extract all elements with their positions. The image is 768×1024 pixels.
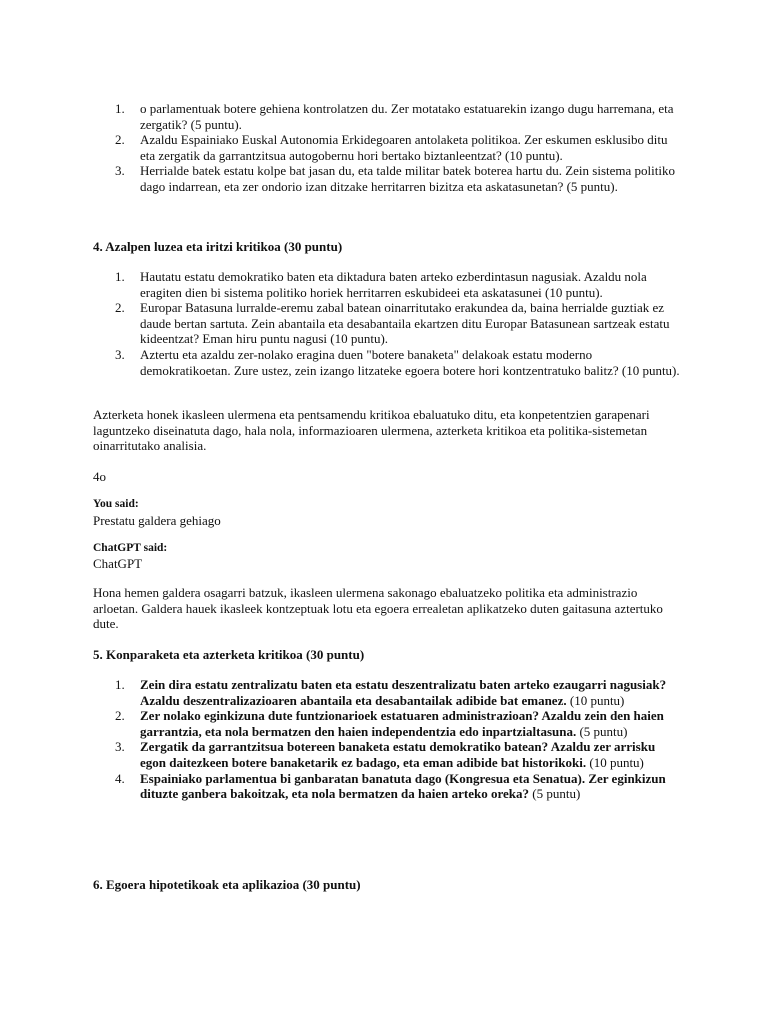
list-item: 2. Europar Batasuna lurralde-eremu zabal batean oinarritutako erakundea da, baina herrialde guztiak ez daude bertan sartuta. Zein abantaila eta desabantaila ekartzen ditu Europar Batasunean sartzeak estatu kideentzat? Eman hiru puntu nagusi (10 puntu). <box>115 300 670 347</box>
question-list-4 <box>93 269 683 378</box>
question-list-5 <box>93 677 683 802</box>
model-tag: 4o <box>93 469 106 484</box>
user-message: Prestatu galdera gehiago <box>93 513 221 528</box>
section-6-heading: 6. Egoera hipotetikoak eta aplikazioa (30 puntu) <box>93 877 361 892</box>
list-item: 2. Zer nolako eginkizuna dute funtzionarioek estatuaren administrazioan? Azaldu zein den haien garrantzia, eta nola bermatzen den haien independentzia edo inpartzialtasuna. (5 puntu) <box>115 708 664 739</box>
you-said-label: You said: <box>93 498 139 510</box>
list-item: 4. Espainiako parlamentua bi ganbaratan banatuta dago (Kongresua eta Senatua). Zer eginkizun dituzte ganbera bakoitzak, eta nola bermatzen da haien arteko oreka? (5 puntu) <box>115 770 666 802</box>
summary-paragraph: Azterketa honek ikasleen ulermena eta pentsamendu kritikoa ebaluatuko ditu, eta konpetentzien garapenari laguntzeko diseinatuta dago, hala nola, informazioaren ulermena, azterketa kritikoa eta politika-sistemetan oinarritutako analisia. <box>93 407 650 454</box>
list-item: 1. o parlamentuak botere gehiena kontrolatzen du. Zer motatako estatuarekin izango dugu harremana, eta zergatik? (5 puntu). <box>115 101 674 132</box>
chatgpt-said-label: ChatGPT said: <box>93 542 168 554</box>
list-item: 1. Zein dira estatu zentralizatu baten eta estatu deszentralizatu baten arteko ezaugarri nagusiak? Azaldu deszentralizazioaren abantaila eta desabantailak adibide bat emanez. (10 puntu) <box>115 677 667 708</box>
question-list-1 <box>93 101 683 195</box>
list-item: 3. Aztertu eta azaldu zer-nolako eragina duen "botere banaketa" delakoak estatu moderno demokratikoetan. Zure ustez, zein izango litzateke egoera botere hori kontzentratuko balitz? (10 puntu). <box>115 346 680 378</box>
section-4-heading: 4. Azalpen luzea eta iritzi kritikoa (30 puntu) <box>93 239 343 254</box>
list-item: 2. Azaldu Espainiako Euskal Autonomia Erkidegoaren antolaketa politikoa. Zer eskumen esklusibo ditu eta zergatik da garrantzitsua autogobernu hori bertako biztanleentzat? (10 puntu). <box>115 132 668 163</box>
assistant-name: ChatGPT <box>93 556 143 571</box>
list-item: 3. Zergatik da garrantzitsua botereen banaketa estatu demokratiko batean? Azaldu zer arrisku egon daitezkeen botere banaketarik ez badago, eta eman adibide bat historikoki. (10 puntu) <box>115 739 656 770</box>
intro-paragraph: Hona hemen galdera osagarri batzuk, ikasleen ulermena sakonago ebaluatzeko politika eta administrazio arloetan. Galdera hauek ikasleek kontzeptuak lotu eta egoera errealetan aplikatzeko duten gaitasuna aztertuko dute. <box>93 585 663 632</box>
section-5-heading: 5. Konparaketa eta azterketa kritikoa (30 puntu) <box>93 647 365 662</box>
list-item: 3. Herrialde batek estatu kolpe bat jasan du, eta talde militar batek boterea hartu du. Zein sistema politiko dago indarrean, eta zer ondorio izan ditzake herritarren bizitza eta askatasunetan? (5 puntu). <box>115 163 675 194</box>
list-item: 1. Hautatu estatu demokratiko baten eta diktadura baten arteko ezberdintasun nagusiak. Azaldu nola eragiten dien bi sistema politiko horiek herritarren eskubideei eta askatasunei (10 puntu). <box>115 269 647 300</box>
